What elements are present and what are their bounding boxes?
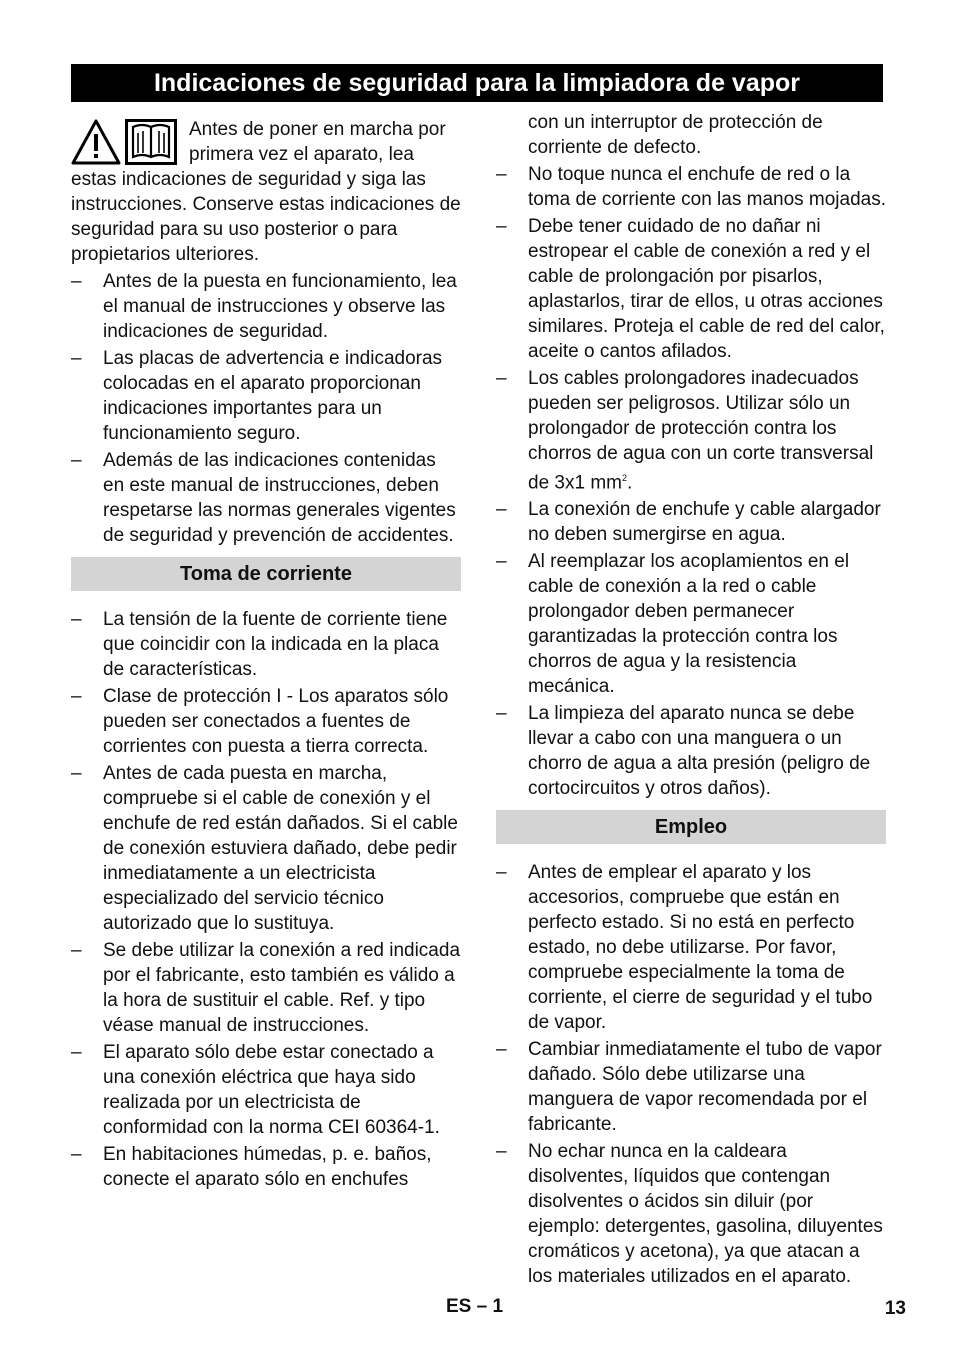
intro-block xyxy=(71,117,461,267)
power-list-continued xyxy=(496,162,886,801)
list-item: – El aparato sólo debe estar conectado a una conexión eléctrica que haya sido realizada por un electricista de conformidad con la norma CEI 60364-1. xyxy=(71,1042,440,1138)
list-item: – Antes de cada puesta en marcha, compruebe si el cable de conexión y el enchufe de red están dañados. Si el cable de conexión estuviera dañado, debe pedir inmediatamente a un electricista especializado del servicio técnico autorizado que lo sustituya. xyxy=(71,763,458,934)
right-column xyxy=(496,110,886,1291)
list-item: – Clase de protección I - Los aparatos sólo pueden ser conectados a fuentes de corrientes con puesta a tierra correcta. xyxy=(71,686,449,757)
footer-section-label: ES – 1 xyxy=(446,1296,504,1317)
list-item: – Cambiar inmediatamente el tubo de vapor dañado. Sólo debe utilizarse una manguera de vapor recomendada por el fabricante. xyxy=(496,1039,882,1136)
list-item: – Debe tener cuidado de no dañar ni estropear el cable de conexión a red y el cable de prolongación por pisarlos, aplastarlos, tirar de ellos, u otras acciones similares. Proteja el cable de red del calor, aceite o cantos afilados. xyxy=(496,216,885,362)
section-heading-power: Toma de corriente xyxy=(71,557,461,591)
page-title: Indicaciones de seguridad para la limpiadora de vapor xyxy=(71,64,883,102)
manual-book-icon xyxy=(125,119,177,165)
list-item: – La tensión de la fuente de corriente tiene que coincidir con la indicada en la placa de características. xyxy=(71,609,448,680)
intro-list xyxy=(71,269,461,548)
intro-text: Antes de poner en marcha por primera vez el aparato, lea estas indicaciones de seguridad y siga las instrucciones. Conserve estas indicaciones de seguridad para su uso posterior o para propietarios ulteriores. xyxy=(71,119,461,265)
page-number: 13 xyxy=(884,1298,906,1319)
list-item: – Antes de la puesta en funcionamiento, lea el manual de instrucciones y observe las indicaciones de seguridad. xyxy=(71,271,457,342)
list-item: – No echar nunca en la caldeara disolventes, líquidos que contengan disolventes o ácidos sin diluir (por ejemplo: detergentes, gasolina, diluyentes cromáticos y acetona), ya que atacan a los materiales utilizados en el aparato. xyxy=(496,1141,883,1288)
list-item: – Al reemplazar los acoplamientos en el cable de conexión a la red o cable prolongador deben permanecer garantizadas la protección contra los chorros de agua y la resistencia mecánica. xyxy=(496,551,850,698)
left-column xyxy=(71,117,461,1194)
section-heading-use: Empleo xyxy=(496,810,886,844)
list-item: – Antes de emplear el aparato y los accesorios, compruebe que están en perfecto estado. Si no está en perfecto estado, no debe utilizarse. Por favor, compruebe especialmente la toma de corriente, el cierre de seguridad y el tubo de vapor. xyxy=(496,862,873,1034)
list-item: – La conexión de enchufe y cable alargador no deben sumergirse en agua. xyxy=(496,499,881,546)
list-item: – En habitaciones húmedas, p. e. baños, conecte el aparato sólo en enchufes xyxy=(71,1144,432,1190)
warning-triangle-icon xyxy=(71,119,121,165)
list-item: – La limpieza del aparato nunca se debe llevar a cabo con una manguera o un chorro de agua a alta presión (peligro de cortocircuitos y otros daños). xyxy=(496,703,871,800)
list-item: – Se debe utilizar la conexión a red indicada por el fabricante, esto también es válido a la hora de sustituir el cable. Ref. y tipo véase manual de instrucciones. xyxy=(71,940,461,1036)
power-list xyxy=(71,607,461,1192)
list-item-continuation: con un interruptor de protección de corriente de defecto. xyxy=(528,112,823,158)
safety-icons xyxy=(71,119,183,167)
list-item: – Además de las indicaciones contenidas en este manual de instrucciones, deben respetarse las normas generales vigentes de seguridad y prevención de accidentes. xyxy=(71,450,456,546)
use-list xyxy=(496,860,886,1289)
list-item: – Los cables prolongadores inadecuados pueden ser peligrosos. Utilizar sólo un prolongador de protección contra los chorros de agua con un corte transversal de 3x1 $mm^2$. xyxy=(496,368,874,494)
list-item: – No toque nunca el enchufe de red o la toma de corriente con las manos mojadas. xyxy=(496,164,887,210)
list-item: – Las placas de advertencia e indicadoras colocadas en el aparato proporcionan indicaciones importantes para un funcionamiento seguro. xyxy=(71,348,443,444)
